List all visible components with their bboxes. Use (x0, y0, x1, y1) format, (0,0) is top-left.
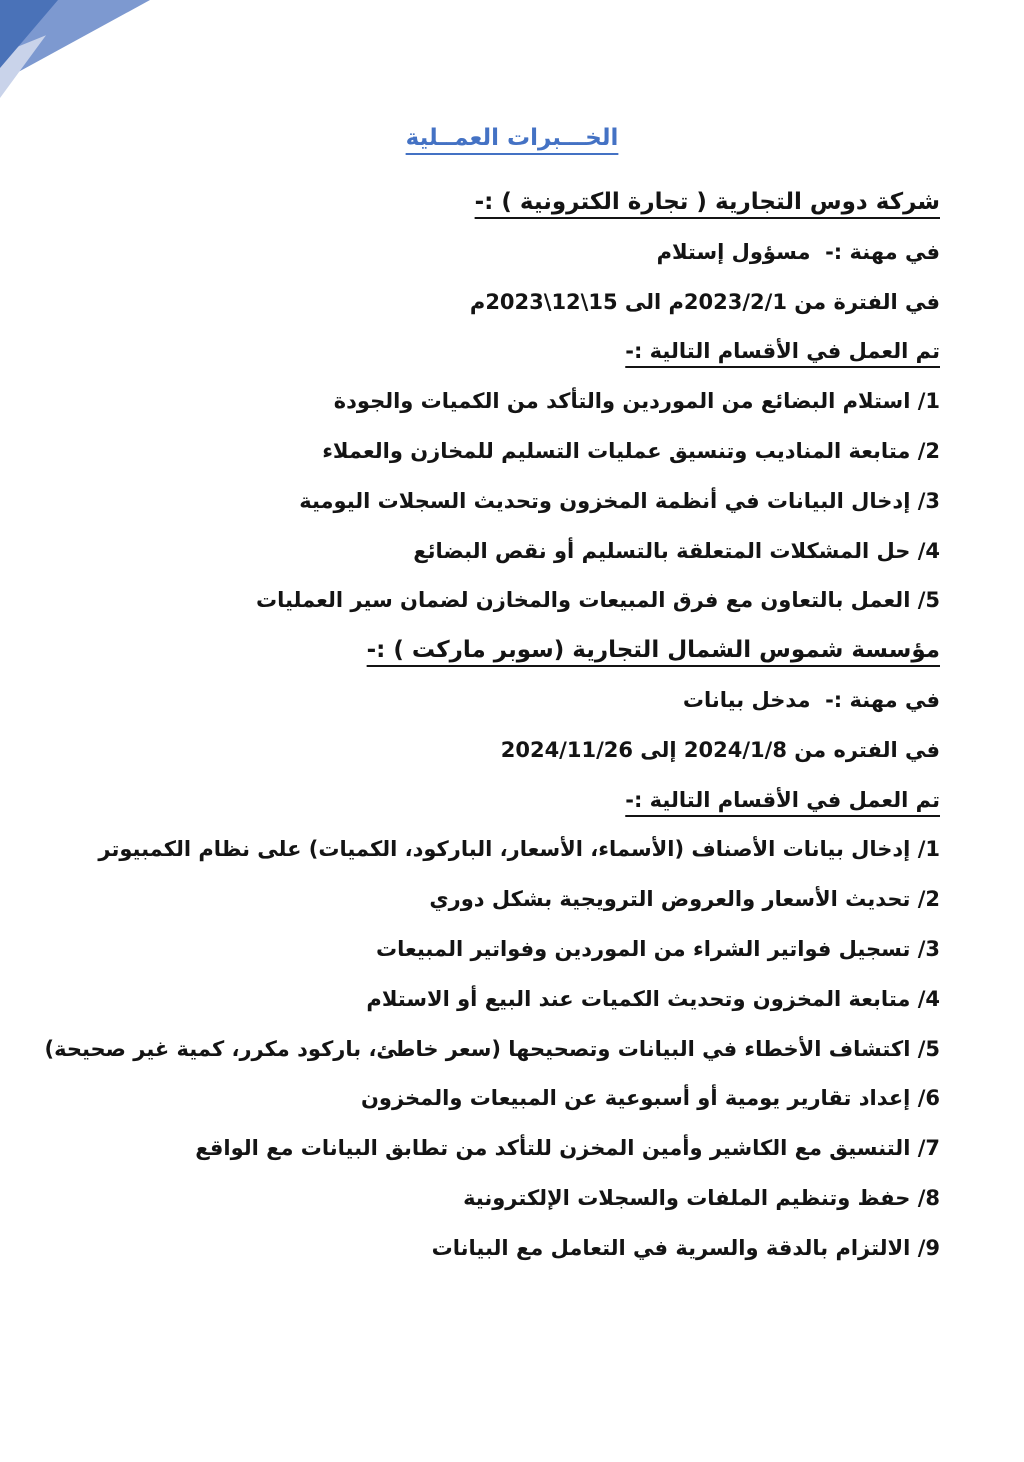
duty-item: 7/ التنسيق مع الكاشير وأمين المخزن للتأكد من تطابق البيانات مع الواقع (195, 1136, 940, 1161)
employment-period-line: في الفتره من 2024/1/8 إلى 2024/11/26 (500, 737, 940, 762)
page-title: الخـــبرات العمــلية (405, 125, 619, 151)
duty-item: 5/ اكتشاف الأخطاء في البيانات وتصحيحها (سعر خاطئ، باركود مكرر، كمية غير صحيحة) (44, 1036, 940, 1061)
duty-item: 8/ حفظ وتنظيم الملفات والسجلات الإلكترونية (463, 1185, 940, 1210)
duty-item: 1/ استلام البضائع من الموردين والتأكد من الكميات والجودة (333, 389, 940, 414)
duty-item: 5/ العمل بالتعاون مع فرق المبيعات والمخازن لضمان سير العمليات (255, 588, 940, 613)
document-body (18, 178, 940, 1274)
duty-item: 2/ متابعة المناديب وتنسيق عمليات التسليم للمخازن والعملاء (322, 438, 940, 463)
duty-item: 4/ حل المشكلات المتعلقة بالتسليم أو نقص البضائع (413, 538, 940, 563)
title-row (0, 125, 1024, 151)
experience-section-2 (18, 626, 940, 1273)
experience-section-1 (18, 178, 940, 626)
job-title-line: في مهنة :- مسؤول إستلام (656, 239, 940, 264)
corner-decoration (0, 0, 160, 110)
duty-item: 3/ تسجيل فواتير الشراء من الموردين وفواتير المبيعات (376, 936, 940, 961)
duties-heading: تم العمل في الأقسام التالية :- (625, 787, 940, 812)
duty-item: 4/ متابعة المخزون وتحديث الكميات عند البيع أو الاستلام (366, 986, 940, 1011)
duty-item: 2/ تحديث الأسعار والعروض الترويجية بشكل دوري (429, 887, 940, 912)
duty-item: 1/ إدخال بيانات الأصناف (الأسماء، الأسعار، الباركود، الكميات) على نظام الكمبيوتر (98, 837, 940, 862)
duties-heading: تم العمل في الأقسام التالية :- (625, 339, 940, 364)
duty-item: 6/ إعداد تقارير يومية أو أسبوعية عن المبيعات والمخزون (361, 1086, 940, 1111)
company-heading: مؤسسة شموس الشمال التجارية (سوبر ماركت ) :- (366, 637, 940, 664)
job-title-line: في مهنة :- مدخل بيانات (682, 687, 940, 712)
duty-item: 3/ إدخال البيانات في أنظمة المخزون وتحديث السجلات اليومية (299, 488, 940, 513)
company-heading: شركة دوس التجارية ( تجارة الكترونية ) :- (474, 189, 940, 215)
duty-item: 9/ الالتزام بالدقة والسرية في التعامل مع البيانات (431, 1235, 940, 1260)
employment-period-line: في الفترة من 2023/2/1م الى 15\12\2023م (469, 289, 940, 314)
